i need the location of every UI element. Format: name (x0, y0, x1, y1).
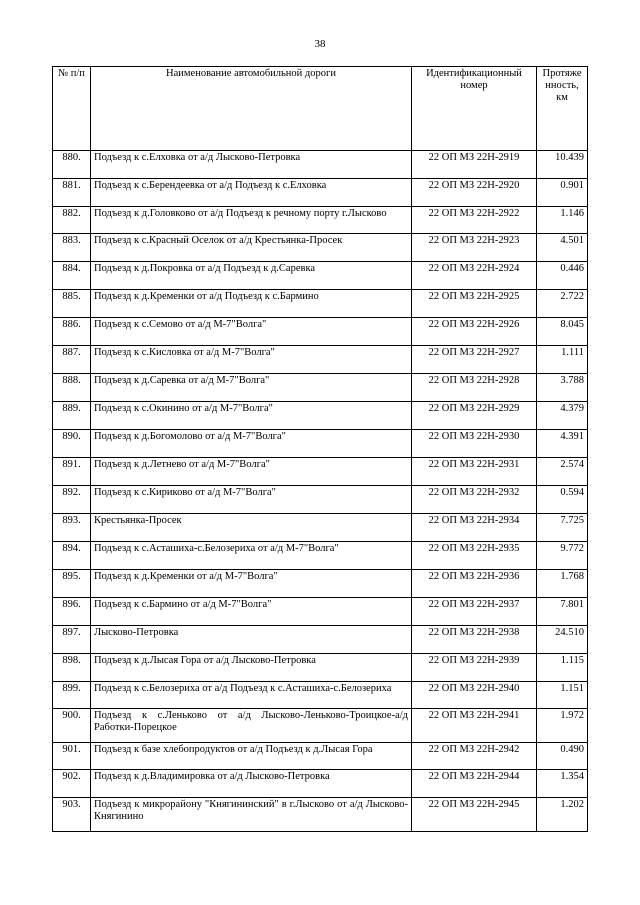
table-row (53, 570, 588, 598)
header-length: Протяже нность, км (537, 67, 588, 151)
header-ident: Идентификационный номер (412, 67, 537, 151)
road-length: 2.574 (537, 458, 588, 486)
row-number: 880. (53, 151, 91, 179)
road-id: 22 ОП МЗ 22Н-2931 (412, 458, 537, 486)
road-length: 0.446 (537, 262, 588, 290)
road-name: Подъезд к д.Покровка от а/д Подъезд к д.Саревка (91, 262, 412, 290)
road-name: Подъезд к д.Кременки от а/д Подъезд к с.Бармино (91, 290, 412, 318)
road-length: 1.111 (537, 346, 588, 374)
table-row (53, 654, 588, 682)
road-name: Подъезд к д.Летнево от а/д М-7"Волга" (91, 458, 412, 486)
road-name: Подъезд к д.Богомолово от а/д М-7"Волга" (91, 430, 412, 458)
table-row (53, 234, 588, 262)
road-id: 22 ОП МЗ 22Н-2932 (412, 486, 537, 514)
row-number: 892. (53, 486, 91, 514)
road-id: 22 ОП МЗ 22Н-2937 (412, 598, 537, 626)
road-name: Подъезд к д.Кременки от а/д М-7"Волга" (91, 570, 412, 598)
road-id: 22 ОП МЗ 22Н-2935 (412, 542, 537, 570)
row-number: 896. (53, 598, 91, 626)
road-length: 1.354 (537, 770, 588, 798)
row-number: 898. (53, 654, 91, 682)
road-id: 22 ОП МЗ 22Н-2923 (412, 234, 537, 262)
road-length: 1.115 (537, 654, 588, 682)
table-row (53, 486, 588, 514)
road-name: Подъезд к д.Лысая Гора от а/д Лысково-Петровка (91, 654, 412, 682)
row-number: 886. (53, 318, 91, 346)
table-row (53, 374, 588, 402)
road-length: 0.490 (537, 743, 588, 770)
road-id: 22 ОП МЗ 22Н-2930 (412, 430, 537, 458)
table-row (53, 402, 588, 430)
table-row (53, 798, 588, 832)
road-name: Подъезд к базе хлебопродуктов от а/д Подъезд к д.Лысая Гора (91, 743, 412, 770)
header-name: Наименование автомобильной дороги (91, 67, 412, 151)
row-number: 881. (53, 179, 91, 207)
road-length: 3.788 (537, 374, 588, 402)
road-name: Подъезд к с.Кисловка от а/д М-7"Волга" (91, 346, 412, 374)
table-row (53, 458, 588, 486)
road-length: 0.901 (537, 179, 588, 207)
row-number: 885. (53, 290, 91, 318)
table-row (53, 770, 588, 798)
road-id: 22 ОП МЗ 22Н-2945 (412, 798, 537, 832)
row-number: 903. (53, 798, 91, 832)
table-row (53, 709, 588, 743)
table-body (53, 151, 588, 832)
road-id: 22 ОП МЗ 22Н-2919 (412, 151, 537, 179)
road-name: Подъезд к д.Саревка от а/д М-7"Волга" (91, 374, 412, 402)
road-length: 1.202 (537, 798, 588, 832)
road-name: Подъезд к с.Елховка от а/д Лысково-Петровка (91, 151, 412, 179)
row-number: 899. (53, 682, 91, 709)
table-row (53, 743, 588, 770)
road-id: 22 ОП МЗ 22Н-2920 (412, 179, 537, 207)
table-row (53, 290, 588, 318)
road-length: 4.391 (537, 430, 588, 458)
row-number: 900. (53, 709, 91, 743)
row-number: 887. (53, 346, 91, 374)
road-name: Подъезд к д.Головково от а/д Подъезд к речному порту г.Лысково (91, 207, 412, 234)
road-name: Подъезд к с.Берендеевка от а/д Подъезд к с.Елховка (91, 179, 412, 207)
road-id: 22 ОП МЗ 22Н-2925 (412, 290, 537, 318)
road-length: 7.725 (537, 514, 588, 542)
road-name: Подъезд к с.Семово от а/д М-7"Волга" (91, 318, 412, 346)
road-length: 4.501 (537, 234, 588, 262)
road-id: 22 ОП МЗ 22Н-2940 (412, 682, 537, 709)
roads-table (52, 66, 588, 832)
table-header (53, 67, 588, 151)
row-number: 889. (53, 402, 91, 430)
road-name: Подъезд к с.Кириково от а/д М-7"Волга" (91, 486, 412, 514)
row-number: 883. (53, 234, 91, 262)
road-name: Подъезд к с.Бармино от а/д М-7"Волга" (91, 598, 412, 626)
road-length: 0.594 (537, 486, 588, 514)
road-length: 1.146 (537, 207, 588, 234)
row-number: 895. (53, 570, 91, 598)
road-length: 1.768 (537, 570, 588, 598)
road-id: 22 ОП МЗ 22Н-2938 (412, 626, 537, 654)
road-length: 9.772 (537, 542, 588, 570)
road-id: 22 ОП МЗ 22Н-2928 (412, 374, 537, 402)
road-length: 1.151 (537, 682, 588, 709)
road-length: 1.972 (537, 709, 588, 743)
road-name: Подъезд к д.Владимировка от а/д Лысково-Петровка (91, 770, 412, 798)
road-id: 22 ОП МЗ 22Н-2927 (412, 346, 537, 374)
row-number: 890. (53, 430, 91, 458)
road-id: 22 ОП МЗ 22Н-2944 (412, 770, 537, 798)
road-name: Лысково-Петровка (91, 626, 412, 654)
road-id: 22 ОП МЗ 22Н-2936 (412, 570, 537, 598)
row-number: 894. (53, 542, 91, 570)
row-number: 882. (53, 207, 91, 234)
road-id: 22 ОП МЗ 22Н-2924 (412, 262, 537, 290)
road-id: 22 ОП МЗ 22Н-2926 (412, 318, 537, 346)
road-length: 7.801 (537, 598, 588, 626)
road-name: Подъезд к с.Окинино от а/д М-7"Волга" (91, 402, 412, 430)
road-id: 22 ОП МЗ 22Н-2939 (412, 654, 537, 682)
road-length: 10.439 (537, 151, 588, 179)
row-number: 891. (53, 458, 91, 486)
table-row (53, 430, 588, 458)
table-row (53, 318, 588, 346)
table-row (53, 151, 588, 179)
row-number: 901. (53, 743, 91, 770)
road-id: 22 ОП МЗ 22Н-2934 (412, 514, 537, 542)
road-id: 22 ОП МЗ 22Н-2929 (412, 402, 537, 430)
road-name: Подъезд к с.Леньково от а/д Лысково-Леньково-Троицкое-а/д Работки-Порецкое (91, 709, 412, 743)
table-row (53, 262, 588, 290)
road-length: 24.510 (537, 626, 588, 654)
table-row (53, 179, 588, 207)
road-length: 8.045 (537, 318, 588, 346)
table-row (53, 542, 588, 570)
road-name: Подъезд к с.Асташиха-с.Белозериха от а/д М-7"Волга" (91, 542, 412, 570)
road-id: 22 ОП МЗ 22Н-2941 (412, 709, 537, 743)
road-name: Подъезд к микрорайону "Княгининский" в г.Лысково от а/д Лысково-Княгинино (91, 798, 412, 832)
row-number: 893. (53, 514, 91, 542)
table-row (53, 626, 588, 654)
road-id: 22 ОП МЗ 22Н-2922 (412, 207, 537, 234)
road-length: 2.722 (537, 290, 588, 318)
row-number: 884. (53, 262, 91, 290)
table-row (53, 514, 588, 542)
table-row (53, 682, 588, 709)
row-number: 897. (53, 626, 91, 654)
road-name: Подъезд к с.Красный Оселок от а/д Крестьянка-Просек (91, 234, 412, 262)
table-row (53, 207, 588, 234)
road-name: Подъезд к с.Белозериха от а/д Подъезд к с.Асташиха-с.Белозериха (91, 682, 412, 709)
row-number: 902. (53, 770, 91, 798)
road-id: 22 ОП МЗ 22Н-2942 (412, 743, 537, 770)
row-number: 888. (53, 374, 91, 402)
road-name: Крестьянка-Просек (91, 514, 412, 542)
table-row (53, 598, 588, 626)
page-number: 38 (314, 38, 326, 50)
header-num: № п/п (53, 67, 91, 151)
table-row (53, 346, 588, 374)
road-length: 4.379 (537, 402, 588, 430)
